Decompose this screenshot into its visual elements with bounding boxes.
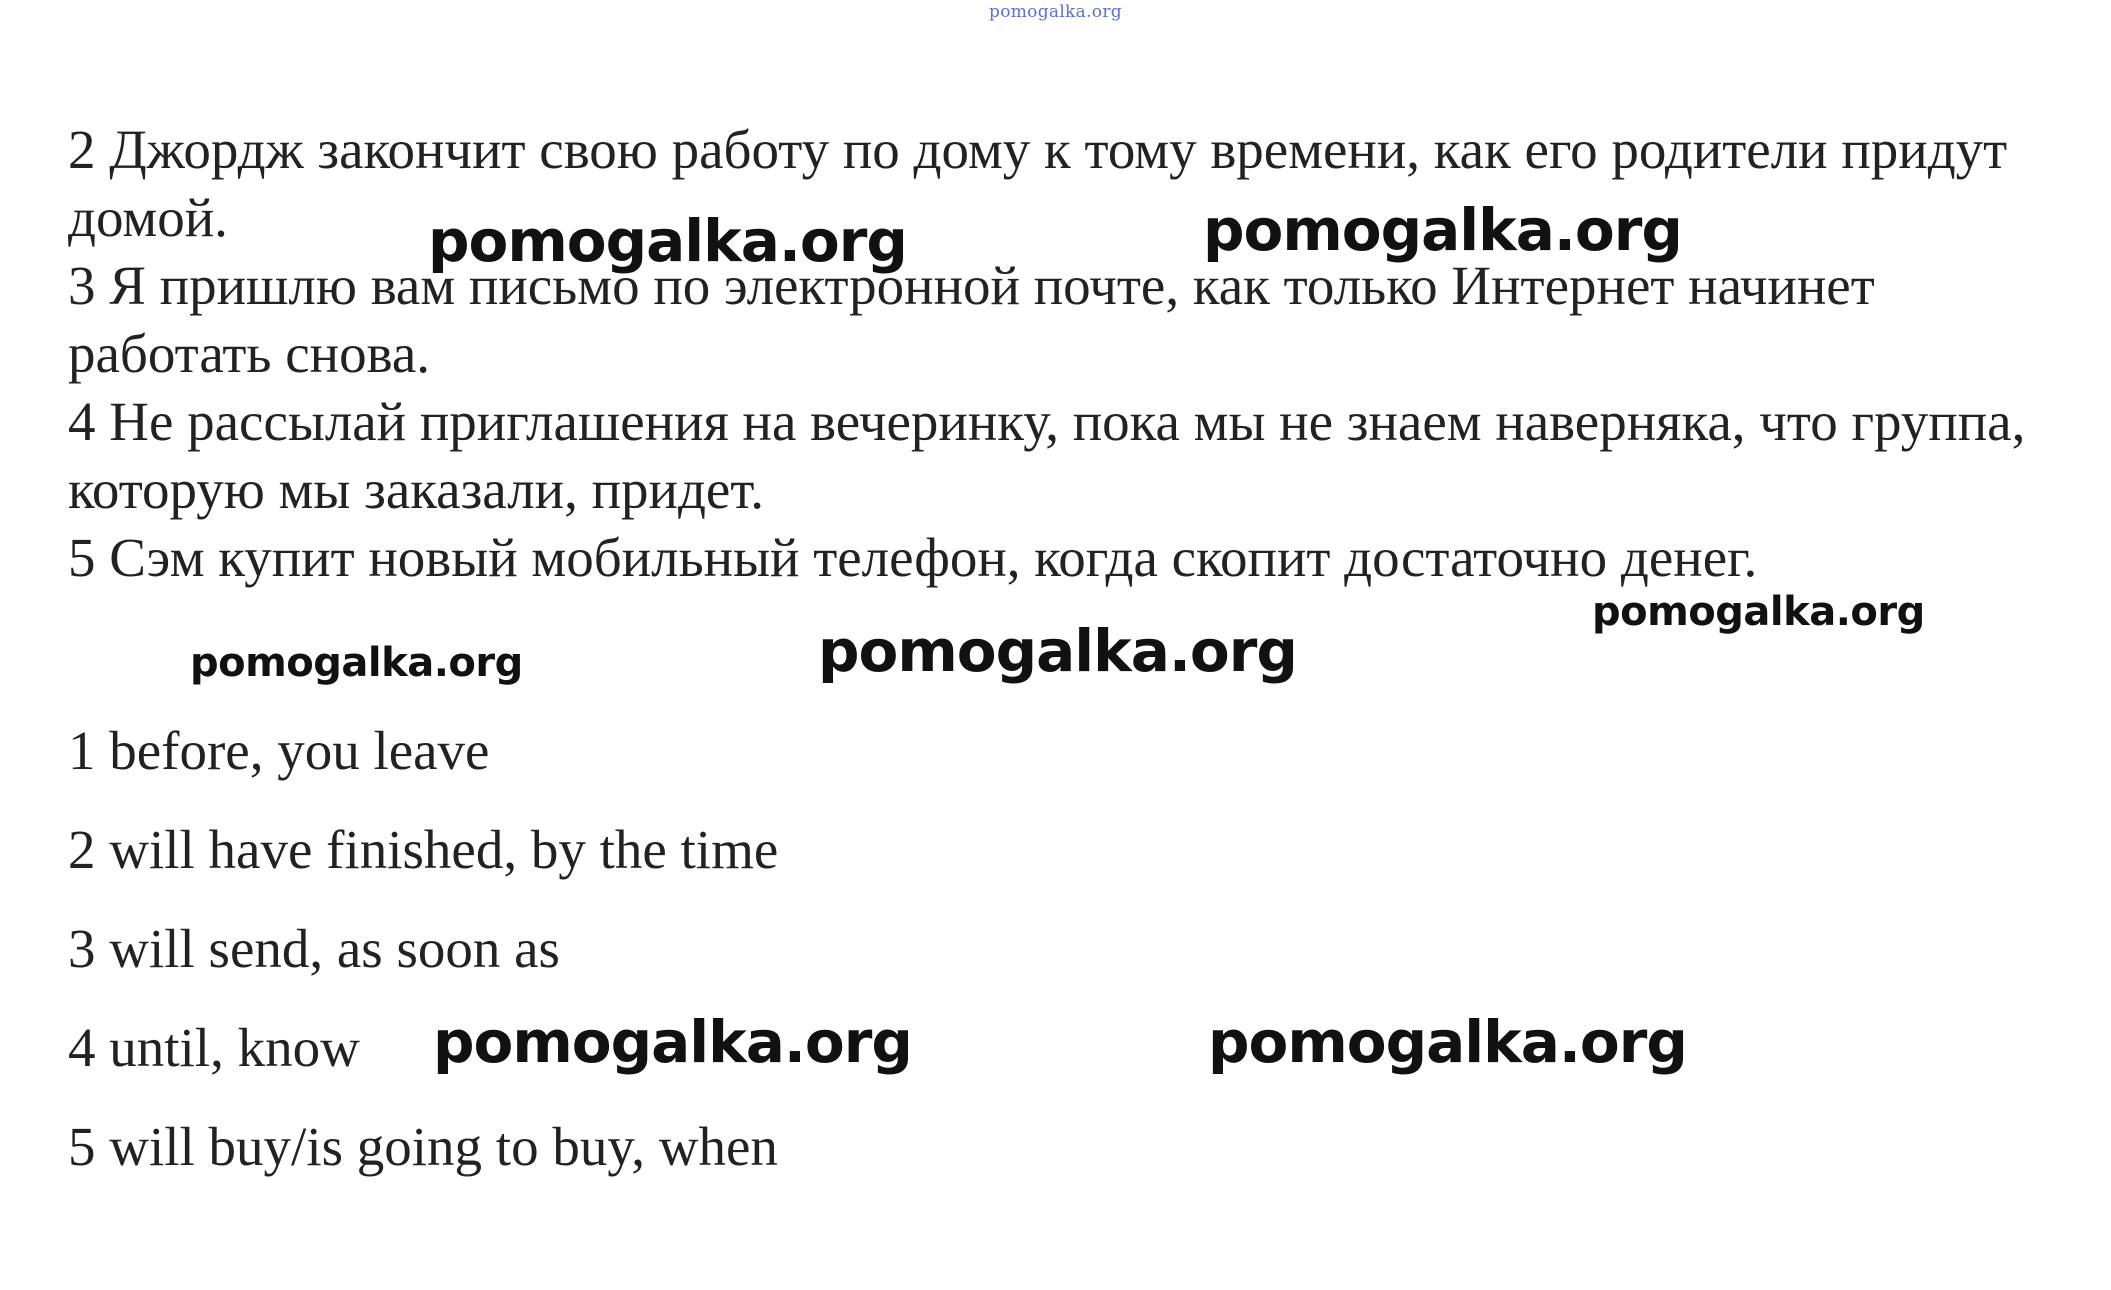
watermark: pomogalka.org [1208, 1008, 1687, 1076]
translation-item: 3 Я пришлю вам письмо по электронной почте, как только Интернет начинет работать снова. [68, 255, 1875, 384]
translation-item: 4 Не рассылай приглашения на вечеринку, пока мы не знаем наверняка, что группа, которую мы заказали, придет. [68, 391, 2026, 520]
watermark: pomogalka.org [428, 207, 907, 275]
watermark: pomogalka.org [818, 617, 1297, 685]
watermark: pomogalka.org [433, 1008, 912, 1076]
watermark: pomogalka.org [1203, 196, 1682, 264]
answer-item: 2 will have finished, by the time [68, 819, 779, 880]
watermark: pomogalka.org [190, 640, 523, 686]
answer-item: 4 until, know [68, 1017, 360, 1078]
answer-item: 5 will buy/is going to buy, when [68, 1116, 778, 1177]
watermark: pomogalka.org [1592, 589, 1925, 635]
answer-item: 3 will send, as soon as [68, 918, 560, 979]
translation-item: 5 Сэм купит новый мобильный телефон, когда скопит достаточно денег. [68, 527, 1758, 588]
translation-list [68, 116, 2058, 592]
translation-item: 2 Джордж закончит свою работу по дому к тому времени, как его родители придут домой. [68, 119, 2008, 248]
answer-item: 1 before, you leave [68, 720, 490, 781]
site-tag: pomogalka.org [989, 2, 1122, 22]
answers-list [68, 718, 778, 1213]
